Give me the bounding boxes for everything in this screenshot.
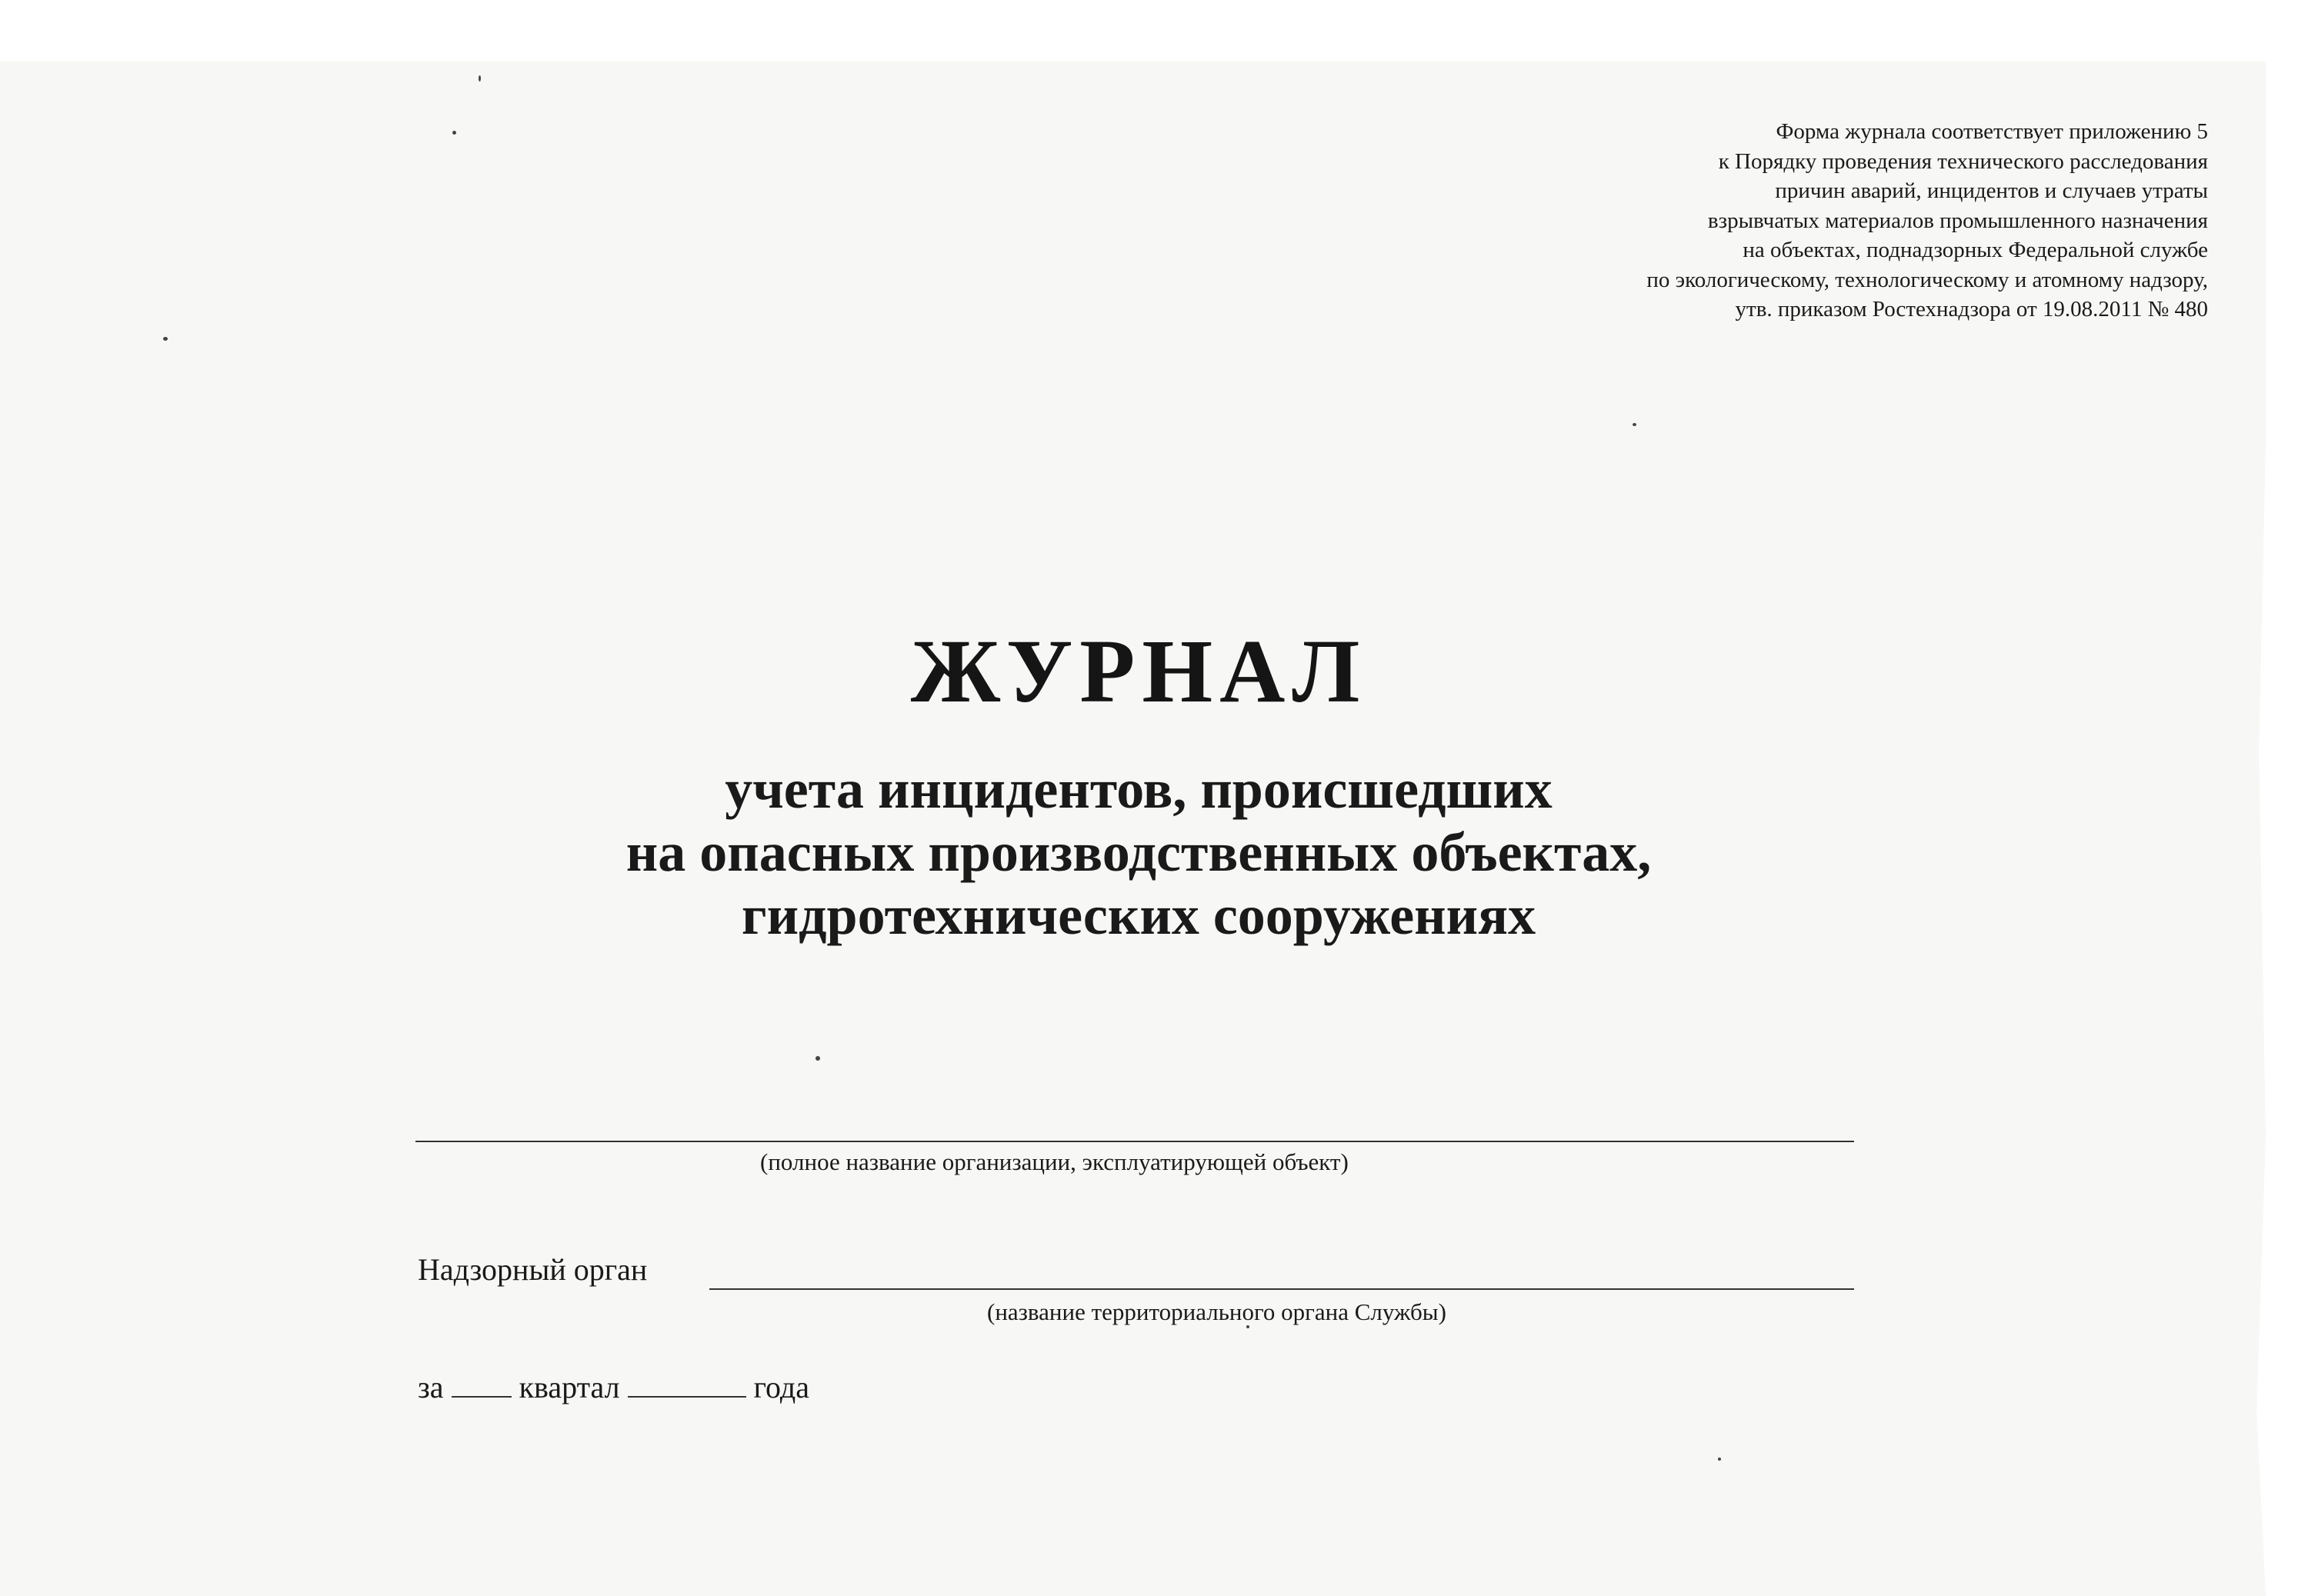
scan-speck — [452, 131, 456, 135]
note-line-6: по экологическому, технологическому и атомному надзору, — [1646, 267, 2208, 292]
supervisory-caption: (название территориального органа Службы) — [987, 1298, 1446, 1325]
note-line-1: Форма журнала соответствует приложению 5 — [1776, 119, 2208, 144]
note-line-2: к Порядку проведения технического расследования — [1718, 148, 2208, 174]
quarter-blank[interactable] — [452, 1370, 512, 1398]
scan-speck — [1246, 1325, 1249, 1328]
journal-subtitle — [0, 758, 2277, 947]
organization-name-line[interactable] — [415, 1141, 1854, 1142]
subtitle-line-1: учета инцидентов, происшедших — [725, 758, 1553, 820]
scan-speck — [1633, 423, 1636, 426]
organization-caption: (полное название организации, эксплуатирующей объект) — [760, 1148, 1349, 1175]
scan-speck — [815, 1056, 820, 1061]
subtitle-line-3: гидротехнических сооружениях — [741, 885, 1536, 946]
note-line-7: утв. приказом Ростехнадзора от 19.08.2011 № 480 — [1735, 297, 2208, 322]
form-reference-note — [1362, 117, 2208, 325]
note-line-5: на объектах, поднадзорных Федеральной службе — [1743, 238, 2208, 262]
note-line-4: взрывчатых материалов промышленного назначения — [1707, 208, 2208, 233]
supervisory-label: Надзорный орган — [418, 1252, 648, 1287]
period-line — [418, 1369, 809, 1405]
note-line-3: причин аварий, инцидентов и случаев утраты — [1775, 178, 2208, 203]
scan-speck — [163, 337, 168, 341]
period-quarter-word: квартал — [519, 1370, 620, 1404]
period-prefix: за — [418, 1370, 444, 1404]
journal-title: ЖУРНАЛ — [910, 621, 1367, 721]
subtitle-line-2: на опасных производственных объектах, — [625, 821, 1652, 883]
scan-speck — [1718, 1458, 1721, 1461]
supervisory-name-line[interactable] — [709, 1288, 1854, 1290]
period-year-word: года — [753, 1370, 809, 1404]
year-blank[interactable] — [628, 1370, 746, 1398]
scan-speck — [479, 75, 481, 82]
